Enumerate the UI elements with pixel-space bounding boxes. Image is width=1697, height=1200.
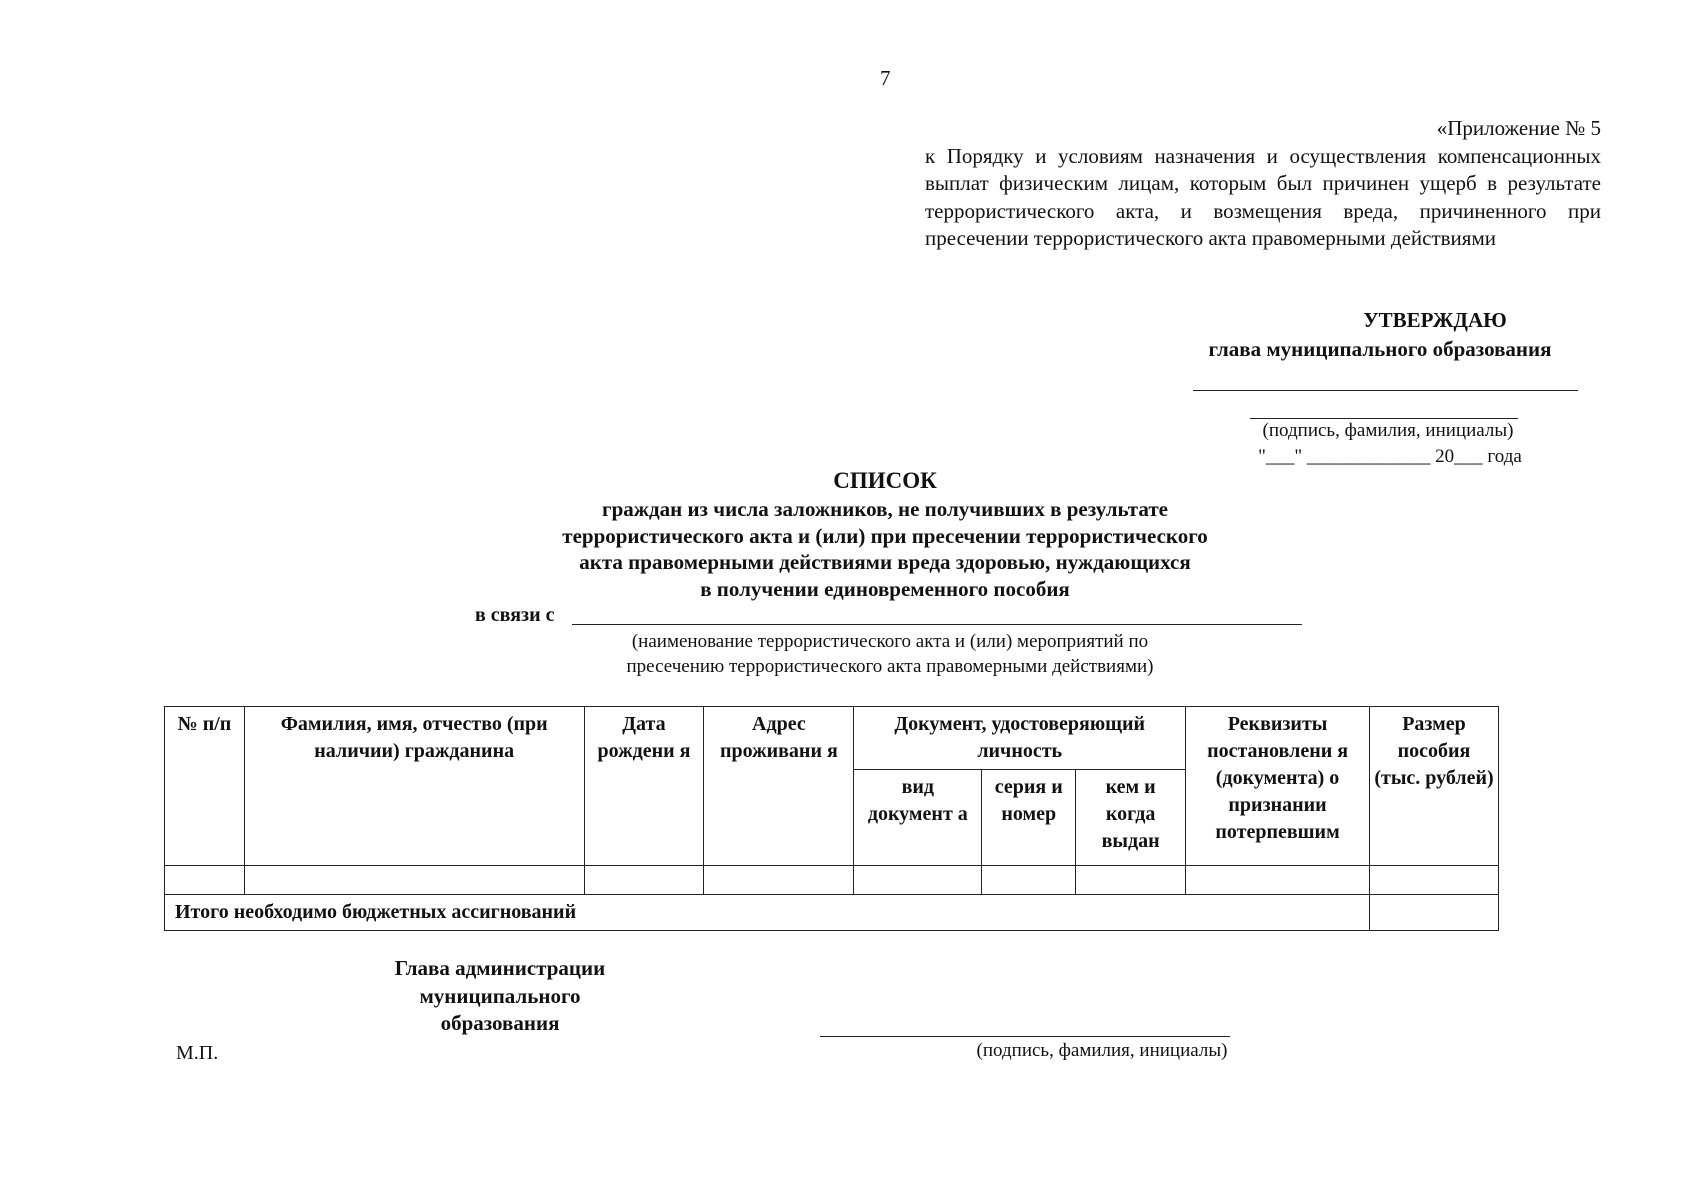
approval-block xyxy=(1100,308,1697,362)
header-document: Документ, удостоверяющий личность xyxy=(854,707,1186,770)
document-title xyxy=(380,466,1390,602)
header-doc-type: вид документ а xyxy=(854,770,982,866)
annex-block xyxy=(925,115,1601,253)
page-number: 7 xyxy=(880,66,891,90)
approval-name-line xyxy=(1250,418,1518,419)
note-line: (наименование террористического акта и (или) мероприятий по xyxy=(631,631,1149,652)
table-row xyxy=(165,866,1499,895)
approval-signature-caption: (подпись, фамилия, инициалы) xyxy=(1262,420,1514,441)
stamp-label: М.П. xyxy=(176,1042,219,1064)
chief-line: муниципального xyxy=(419,983,581,1008)
total-value-cell[interactable] xyxy=(1370,895,1499,931)
table-cell[interactable] xyxy=(854,866,982,895)
in-connection-line xyxy=(572,624,1302,625)
table-cell[interactable] xyxy=(165,866,245,895)
chief-signature-line xyxy=(820,1036,1230,1037)
recipients-table xyxy=(164,706,1499,931)
table-cell[interactable] xyxy=(1186,866,1370,895)
chief-title xyxy=(360,955,640,1038)
header-doc-series: серия и номер xyxy=(982,770,1076,866)
approval-signature-line xyxy=(1193,390,1578,391)
annex-title: «Приложение № 5 xyxy=(1436,116,1601,140)
title-line: террористического акта и (или) при пресечении террористического xyxy=(562,523,1208,548)
header-amount: Размер пособия (тыс. рублей) xyxy=(1370,707,1499,866)
table-header-row xyxy=(165,707,1499,770)
header-num: № п/п xyxy=(165,707,245,866)
total-label: Итого необходимо бюджетных ассигнований xyxy=(165,895,1370,931)
annex-text: к Порядку и условиям назначения и осуществления компенсационных выплат физическим лицам, которым был причинен ущерб в результате террористического акта, и возмещения вреда, причиненного при пресечении террористического акта правомерными действиями xyxy=(925,143,1601,250)
note-line: пресечению террористического акта правомерными действиями) xyxy=(626,656,1154,677)
title-main: СПИСОК xyxy=(833,468,937,493)
table-cell[interactable] xyxy=(244,866,584,895)
header-doc-issued: кем и когда выдан xyxy=(1076,770,1186,866)
table-cell[interactable] xyxy=(982,866,1076,895)
chief-signature-caption: (подпись, фамилия, инициалы) xyxy=(976,1040,1228,1061)
approval-position: глава муниципального образования xyxy=(1208,337,1552,361)
table-cell[interactable] xyxy=(1076,866,1186,895)
table-cell[interactable] xyxy=(704,866,854,895)
chief-line: Глава администрации xyxy=(394,956,606,980)
table-cell[interactable] xyxy=(1370,866,1499,895)
chief-line: образования xyxy=(440,1011,560,1035)
header-name: Фамилия, имя, отчество (при наличии) гражданина xyxy=(244,707,584,866)
in-connection-label: в связи с xyxy=(475,604,555,626)
approval-heading: УТВЕРЖДАЮ xyxy=(1363,308,1507,332)
table-cell[interactable] xyxy=(584,866,704,895)
approval-date-line: "___" _____________ 20___ года xyxy=(1258,446,1522,467)
title-line: акта правомерными действиями вреда здоровью, нуждающихся xyxy=(579,550,1191,574)
header-decision: Реквизиты постановлени я (документа) о признании потерпевшим xyxy=(1186,707,1370,866)
in-connection-note xyxy=(560,629,1220,679)
title-line: в получении единовременного пособия xyxy=(700,576,1070,601)
table-total-row xyxy=(165,895,1499,931)
header-address: Адрес проживани я xyxy=(704,707,854,866)
title-line: граждан из числа заложников, не получивших в результате xyxy=(602,497,1168,521)
header-birth: Дата рождени я xyxy=(584,707,704,866)
